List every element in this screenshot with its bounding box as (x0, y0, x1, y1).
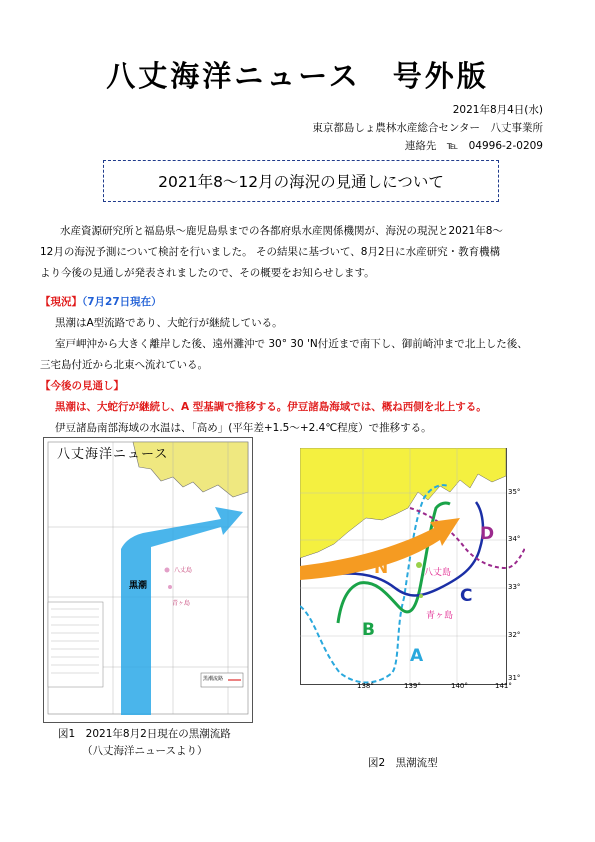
subtitle-box (103, 160, 499, 202)
outlook-label: 【今後の見通し】 (40, 380, 124, 392)
label-d: D (480, 524, 495, 544)
label-n: N (374, 558, 389, 578)
label-a: A (410, 646, 424, 666)
issue-date: 2021年8月4日(水) (452, 104, 543, 116)
intro-line: より今後の見通しが発表されましたので、その概要をお知らせします。 (40, 267, 375, 279)
current-label: 【現況】 (40, 296, 82, 308)
lon-label: 139° (404, 682, 421, 690)
lat-label: 34° (508, 535, 521, 543)
newsletter-title: 八丈海洋ニュース 号外版 (106, 59, 489, 93)
contact-info: 連絡先 ℡ 04996-2-0209 (404, 140, 543, 152)
kuroshio-label: 黒潮 (129, 581, 148, 591)
lat-label: 31° (508, 674, 521, 682)
fig2-aogashima-label: 青ヶ島 (426, 611, 454, 621)
outlook-line: 伊豆諸島南部海域の水温は、「高め」(平年差+1.5～+2.4℃程度）で推移する。 (55, 422, 432, 434)
subtitle: 2021年8～12月の海況の見通しについて (158, 173, 444, 191)
fig1-hachijo-label: 八丈島 (174, 567, 193, 574)
lat-label: 33° (508, 583, 521, 591)
lon-label: 138° (357, 682, 374, 690)
lat-label: 32° (508, 631, 521, 639)
figure1-map (43, 437, 253, 723)
lon-label: 141° (495, 682, 512, 690)
current-line: 三宅島付近から北東へ流れている。 (40, 359, 208, 371)
figure1-title: 八丈海洋ニュース (57, 447, 169, 462)
organization: 東京都島しょ農林水産総合センター 八丈事業所 (312, 122, 543, 134)
figure1-caption: 図1 2021年8月2日現在の黒潮流路 (58, 728, 231, 740)
lat-label: 35° (508, 488, 521, 496)
intro-line: 12月の海況予測について検討を行いました。 その結果に基づいて、8月2日に水産研究・教育機構 (40, 246, 501, 258)
fig2-hachijo-label: 八丈島 (424, 568, 452, 578)
figure2-caption: 図2 黒潮流型 (368, 757, 438, 769)
label-b: B (362, 620, 375, 640)
intro-paragraph (40, 221, 560, 284)
current-line: 室戸岬沖から大きく離岸した後、遠州灘沖で 30° 30 'N付近まで南下し、御前崎沖まで北上した後、 (55, 338, 528, 350)
figure2-map (300, 448, 525, 692)
outlook-line: 黒潮は、大蛇行が継続し、A 型基調で推移する。伊豆諸島海域では、概ね西側を北上する。 (55, 401, 487, 413)
lon-label: 140° (451, 682, 468, 690)
current-date: （7月27日現在） (82, 296, 162, 308)
label-c: C (460, 586, 473, 606)
current-section (40, 292, 560, 439)
current-line: 黒潮はA型流路であり、大蛇行が継続している。 (55, 317, 283, 329)
fig1-aogashima-label: 青ヶ島 (172, 600, 191, 607)
intro-line: 水産資源研究所と福島県～鹿児島県までの各都府県水産関係機関が、海況の現況と2021年8～ (60, 225, 503, 237)
figure1-caption-source: （八丈海洋ニュースより） (82, 745, 208, 757)
legend-label: 黒潮流路 (203, 676, 224, 682)
